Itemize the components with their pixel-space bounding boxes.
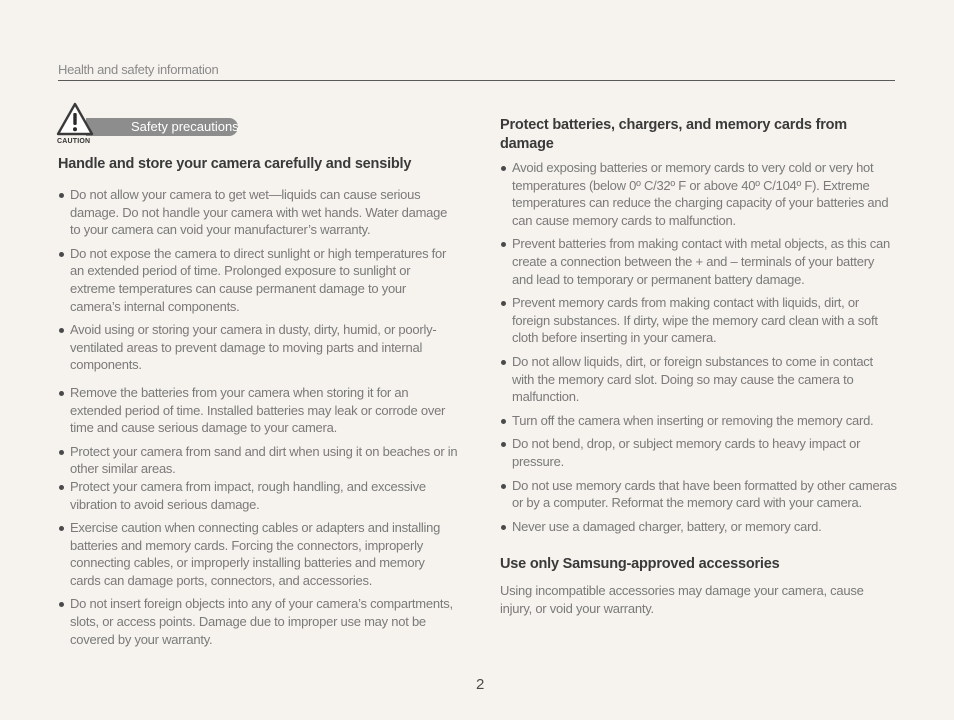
left-bullet-list (58, 186, 458, 648)
list-item: Do not allow your camera to get wet—liquids can cause serious damage. Do not handle your camera with wet hands. Water damage to your camera can void your manufacturer’s warranty. (58, 186, 458, 239)
caution-banner (56, 102, 256, 148)
list-item: Prevent batteries from making contact with metal objects, as this can create a connection between the + and – terminals of your battery and lead to temporary or permanent battery damage. (500, 235, 898, 288)
list-item: Exercise caution when connecting cables or adapters and installing batteries and memory cards. Forcing the connectors, improperly connecting cables, or improperly installing batteries and memory cards can damage ports, connectors, and accessories. (58, 519, 458, 589)
right-section-title: Protect batteries, chargers, and memory cards from damage (500, 117, 847, 152)
caution-pill-label: Safety precautions (131, 119, 239, 134)
header-title: Health and safety information (58, 62, 219, 77)
accessories-section-title: Use only Samsung-approved accessories (500, 556, 780, 573)
list-item: Do not bend, drop, or subject memory cards to heavy impact or pressure. (500, 435, 898, 470)
list-item: Prevent memory cards from making contact with liquids, dirt, or foreign substances. If dirty, wipe the memory card clean with a soft cloth before inserting in your camera. (500, 294, 898, 347)
caution-label: CAUTION (57, 138, 91, 145)
header-divider (58, 80, 895, 81)
caution-pill (86, 118, 238, 136)
right-bullet-list (500, 159, 898, 535)
list-item: Do not use memory cards that have been formatted by other cameras or by a computer. Reformat the memory card with your camera. (500, 477, 898, 512)
list-item: Do not allow liquids, dirt, or foreign substances to come in contact with the memory card slot. Doing so may cause the camera to malfunction. (500, 353, 898, 406)
warning-triangle-icon (56, 102, 94, 136)
list-item: Remove the batteries from your camera when storing it for an extended period of time. Installed batteries may leak or corrode over time and cause serious damage to your camera. (58, 384, 458, 437)
list-item: Protect your camera from impact, rough handling, and excessive vibration to avoid serious damage. (58, 478, 458, 513)
left-section-title: Handle and store your camera carefully and sensibly (58, 156, 412, 172)
list-item: Do not expose the camera to direct sunlight or high temperatures for an extended period of time. Prolonged exposure to sunlight or extreme temperatures can cause permanent damage to your camera’s internal components. (58, 245, 458, 315)
list-item: Turn off the camera when inserting or removing the memory card. (500, 412, 898, 430)
list-item: Avoid using or storing your camera in dusty, dirty, humid, or poorly-ventilated areas to prevent damage to moving parts and internal components. (58, 321, 458, 374)
left-column (58, 155, 458, 648)
accessories-paragraph: Using incompatible accessories may damage your camera, cause injury, or void your warranty. (500, 583, 864, 616)
list-item: Protect your camera from sand and dirt when using it on beaches or in other similar areas. (58, 443, 458, 478)
list-item: Avoid exposing batteries or memory cards to very cold or very hot temperatures (below 0º C/32º F or above 40º C/104º F). Extreme temperatures can reduce the charging capacity of your batteries and can cause memory cards to malfunction. (500, 159, 898, 229)
list-item: Do not insert foreign objects into any of your camera’s compartments, slots, or access points. Damage due to improper use may not be covered by your warranty. (58, 595, 458, 648)
page-number: 2 (476, 676, 485, 693)
list-item: Never use a damaged charger, battery, or memory card. (500, 518, 898, 536)
right-column (500, 116, 898, 617)
